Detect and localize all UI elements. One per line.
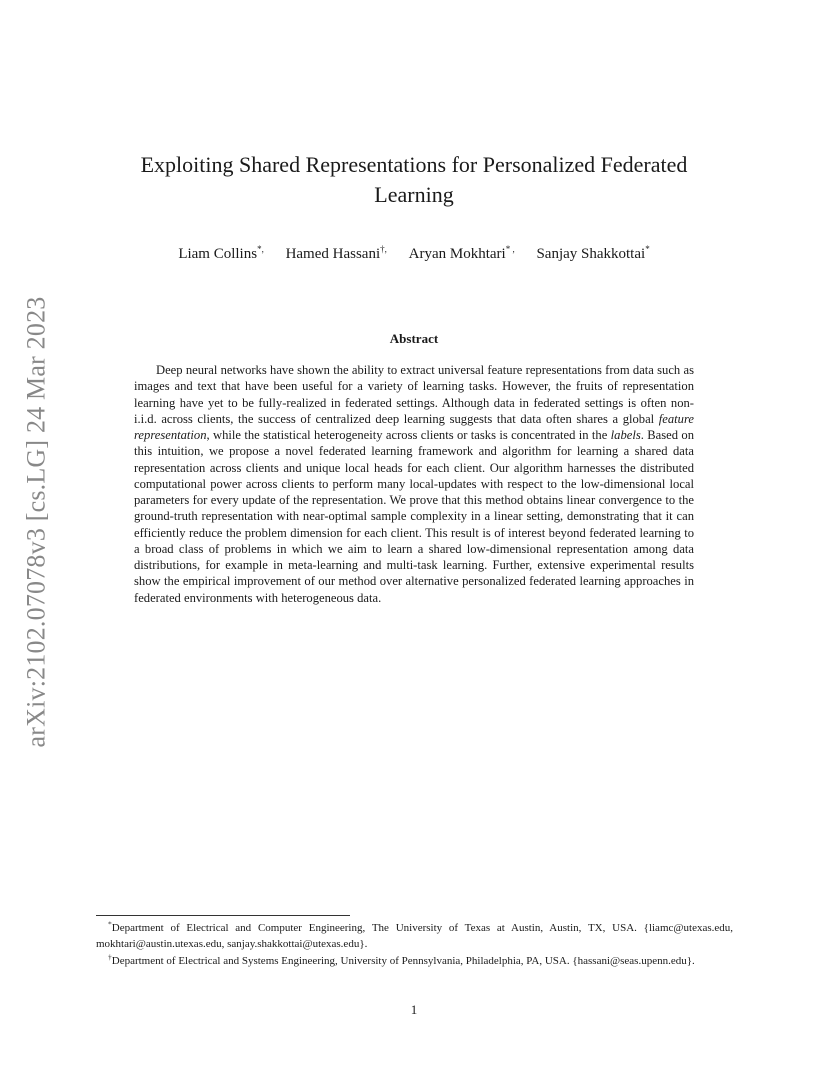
footnotes — [96, 920, 733, 969]
abstract-emphasis-2: labels — [610, 428, 641, 442]
author-name: Hamed Hassani — [285, 246, 381, 262]
page-number: 1 — [410, 1002, 418, 1017]
author-name: Aryan Mokhtari — [408, 246, 506, 262]
abstract-body — [134, 362, 694, 606]
footnote-text: Department of Electrical and Systems Engineering, University of Pennsylvania, Philadelphia, PA, USA. {hassani@seas.upenn.edu}. — [111, 954, 695, 967]
author-mokhtari — [409, 244, 515, 264]
abstract-text-1: Deep neural networks have shown the ability to extract universal feature representations from data such as images and text that have been useful for a variety of learning tasks. However, the fruits of representation learning have yet to be fully-realized in federated settings. Although data in federated settings is often non-i.i.d. across clients, the success of centralized deep learning suggests that data often shares a global — [134, 363, 694, 426]
author-list — [110, 244, 718, 264]
footnote-rule — [96, 915, 350, 916]
arxiv-sidebar-stamp — [20, 284, 52, 759]
author-collins — [178, 244, 264, 264]
abstract-heading: Abstract — [389, 331, 439, 346]
paper-title: Exploiting Shared Representations for Personalized Federated Learning — [140, 152, 688, 207]
footnote-ut-austin — [96, 920, 733, 953]
footnote-mark: * — [108, 919, 112, 929]
author-name: Liam Collins — [178, 246, 258, 262]
affiliation-mark: †, — [380, 244, 387, 254]
affiliation-mark: *, — [257, 244, 264, 254]
footnote-text: Department of Electrical and Computer Engineering, The University of Texas at Austin, Austin, TX, USA. {liamc@utexas.edu, mokhtari@austin.utexas.edu, sanjay.shakkottai@utexas.edu}. — [96, 922, 733, 951]
abstract-text-2: , while the statistical heterogeneity across clients or tasks is concentrated in the — [206, 428, 611, 442]
author-shakkottai — [536, 244, 649, 264]
abstract-emphasis-1: feature representation — [134, 411, 694, 442]
abstract-text-3: . Based on this intuition, we propose a novel federated learning framework and algorithm for learning a shared data representation across clients and unique local heads for each client. Our algorithm harnesses the distributed computational power across clients to perform many local-updates with respect to the low-dimensional local parameters for every update of the representation. We prove that this method obtains linear convergence to the ground-truth representation with near-optimal sample complexity in a linear setting, demonstrating that it can efficiently reduce the problem dimension for each client. This result is of interest beyond federated learning to a broad class of problems in which we aim to learn a shared low-dimensional representation among data distributions, for example in meta-learning and multi-task learning. Further, extensive experimental results show the empirical improvement of our method over alternative personalized federated learning approaches in federated environments with heterogeneous data. — [134, 428, 694, 605]
author-name: Sanjay Shakkottai — [536, 246, 646, 262]
footnote-upenn — [96, 953, 733, 969]
footnote-mark: † — [108, 952, 112, 962]
author-hassani — [286, 244, 387, 264]
affiliation-mark: * , — [505, 244, 515, 254]
arxiv-identifier: arXiv:2102.07078v3 [cs.LG] 24 Mar 2023 — [21, 296, 51, 747]
affiliation-mark: * — [645, 244, 650, 254]
